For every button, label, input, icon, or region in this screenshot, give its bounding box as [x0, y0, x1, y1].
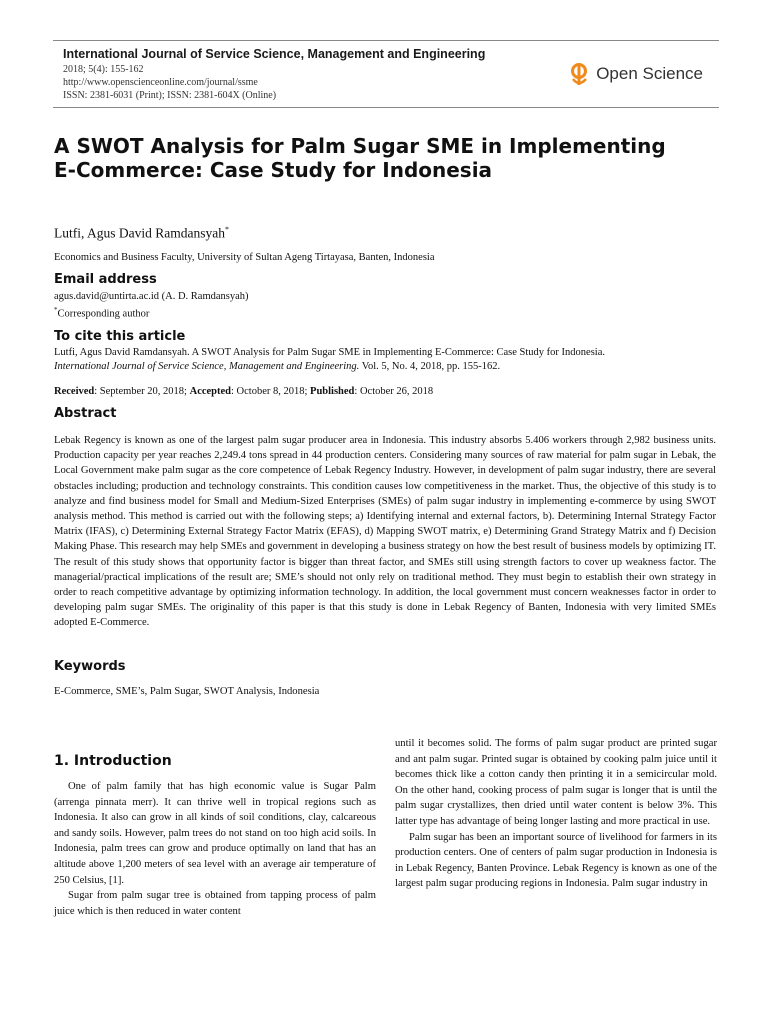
publisher-name: Open Science — [596, 64, 703, 83]
article-dates — [54, 386, 433, 397]
paper-authors — [54, 225, 229, 242]
journal-volume: 2018; 5(4): 155-162 — [63, 64, 144, 75]
citation-volume: Vol. 5, No. 4, 2018, pp. 155-162. — [359, 361, 501, 372]
keywords-text: E-Commerce, SME’s, Palm Sugar, SWOT Analysis, Indonesia — [54, 686, 320, 697]
intro-paragraph: One of palm family that has high economic value is Sugar Palm (arrenga pinnata merr). It can thrive well in tropical regions such as Indonesia. It also can grow in all kinds of soil conditions, clay, calcareous and sandy soils. However, palm trees do not stand on too high acid soils. In Indonesia, palm trees can grow and produce optimally on land that has an altitude above 1,200 meters of sea level with an average air temperature of 250 Celsius, [1]. — [54, 781, 376, 886]
received-date: : September 20, 2018; — [94, 386, 190, 397]
citation-journal: International Journal of Service Science, Management and Engineering. — [54, 361, 360, 372]
published-label: Published — [310, 386, 355, 397]
intro-paragraph: Palm sugar has been an important source of livelihood for farmers in its production centers. One of centers of palm sugar production in Indonesia is in Lebak Regency, Banten Province. Lebak Regency is known as one of the largest palm sugar producing regions in Indonesia. Palm sugar industry in — [395, 831, 717, 890]
publisher-logo — [570, 61, 703, 87]
body-column-right — [395, 736, 717, 892]
email-heading: Email address — [54, 272, 157, 287]
author-corr-mark: * — [224, 225, 229, 234]
journal-issn: ISSN: 2381-6031 (Print); ISSN: 2381-604X (Online) — [63, 90, 277, 101]
email-address[interactable]: agus.david@untirta.ac.id (A. D. Ramdansyah) — [54, 291, 249, 302]
published-date: : October 26, 2018 — [354, 386, 434, 397]
received-label: Received — [54, 386, 95, 397]
citation-line-2 — [54, 361, 500, 372]
corr-text: Corresponding author — [57, 308, 150, 320]
cite-heading: To cite this article — [54, 329, 186, 344]
accepted-date: : October 8, 2018; — [231, 386, 311, 397]
keywords-heading: Keywords — [54, 659, 126, 674]
accepted-label: Accepted — [189, 386, 232, 397]
open-science-logo-icon — [570, 61, 590, 87]
journal-url[interactable]: http://www.openscienceonline.com/journal/ssme — [63, 77, 258, 88]
journal-name: International Journal of Service Science, Management and Engineering — [63, 47, 486, 61]
citation-line-1: Lutfi, Agus David Ramdansyah. A SWOT Analysis for Palm Sugar SME in Implementing E-Commerce: Case Study for Indonesia. — [54, 347, 605, 358]
corr-mark: * — [54, 306, 58, 314]
abstract-text: Lebak Regency is known as one of the largest palm sugar producer area in Indonesia. This industry absorbs 5.406 workers through 2,982 business units. Production capacity per year reaches 2,249.4 tons spread in 44 production centers. Considering many sources of raw material for palm sugar in Lebak, the Local Government make palm sugar as the core competence of Lebak Regency Industry. However, in development of palm sugar industry, there are several obstacles including; production and technology constraints. This condition causes low competitiveness in the market. Thus, the objective of this study is to analyze and find business model for Small and Medium-Sized Enterprises (SMEs) of palm sugar industry in implementing e-commerce by using SWOT analysis method. This method is carried out with the following steps; a) Identifying internal and external factors, b). Determining Internal Strategy Factor Matrix (IFAS), c) Determining External Strategy Factor Matrix (EFAS), d) Mapping SWOT matrix, e) Determining Grand Strategy Matrix and f) Decision Making Phase. This research may help SMEs and government in developing a business strategy on how the best result of business models by optimizing IT. The result of this study shows that opportunity factor is bigger than threat factor, and SMEs still using strength factors to cover up weakness factor. The managerial/practical implications of the result are; SME’s should not only rely on traditional method. They must begin to establish their own strategy in order to reach competitive advantage by optimizing information technology. In addition, the local government must concern weaknesses factor in order to developing palm sugar SMEs. The originality of this paper is that this study is done in Lebak Regency of Banten, Indonesia with very limited SMEs adopted E-Commerce. — [54, 435, 716, 629]
body-column-left — [54, 779, 376, 919]
paper-title: A SWOT Analysis for Palm Sugar SME in Implementing E-Commerce: Case Study for Indonesia — [54, 134, 666, 182]
intro-paragraph: Sugar from palm sugar tree is obtained from tapping process of palm juice which is then reduced in water content — [54, 890, 376, 917]
corresponding-note — [54, 306, 149, 320]
author-affiliation: Economics and Business Faculty, University of Sultan Ageng Tirtayasa, Banten, Indonesia — [54, 252, 435, 263]
intro-paragraph: until it becomes solid. The forms of palm sugar product are printed sugar and ant palm sugar. Printed sugar is obtained by cooking palm juice until it becomes thick like a cotton candy then printing it in a semicircular mold. On the other hand, cooking process of palm sugar is longer that is until the palm sugar crystallizes, then dried until water content is below 3%. This latter type has advantage of being longer lasting and more practical in use. — [395, 738, 717, 827]
abstract-heading: Abstract — [54, 406, 117, 421]
author-names: Lutfi, Agus David Ramdansyah — [54, 225, 225, 241]
introduction-heading: 1. Introduction — [54, 753, 172, 769]
journal-header — [53, 40, 719, 108]
